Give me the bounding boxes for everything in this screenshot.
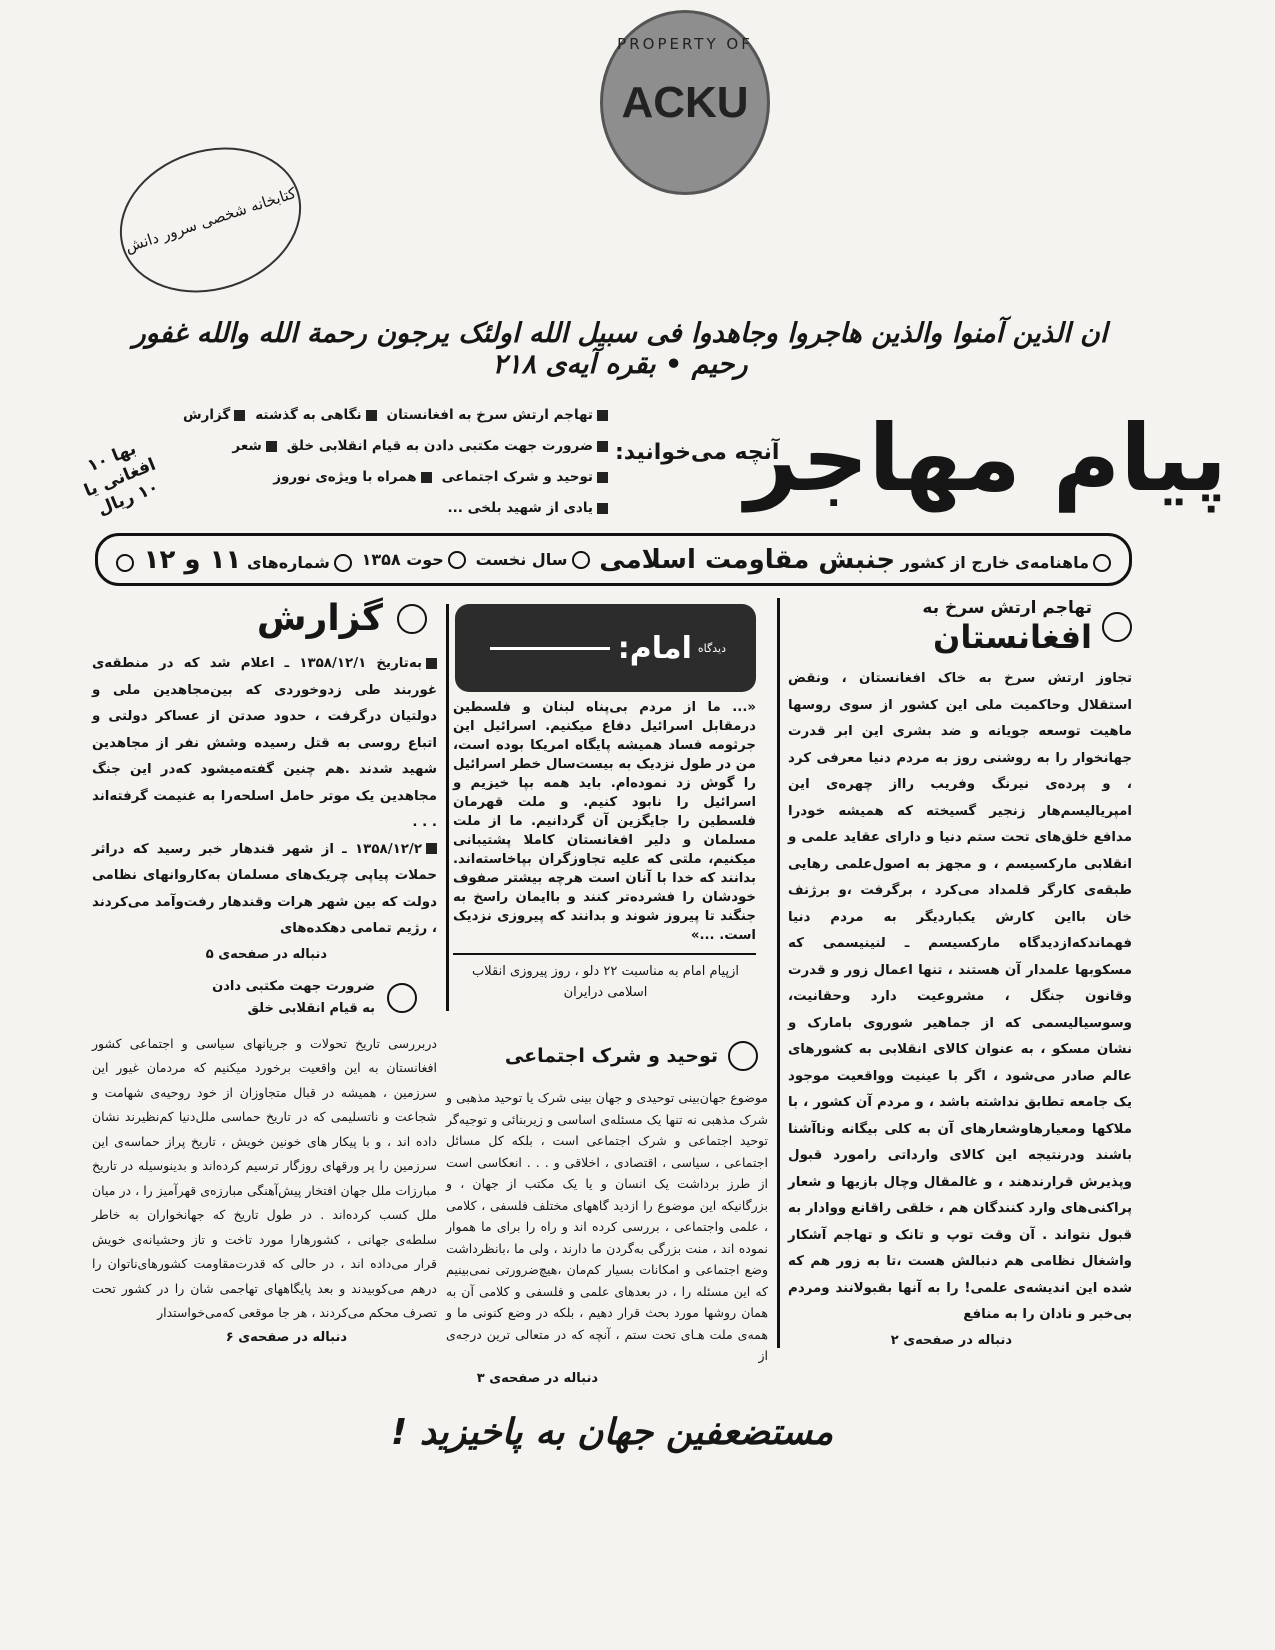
issue-banner: ماهنامه‌ی خارج از کشور جنبش مقاومت اسلامی سال نخست حوت ۱۳۵۸ شماره‌های ۱۱ و ۱۲: [95, 533, 1132, 586]
imam-quote-box: [446, 604, 768, 1011]
table-of-contents: [178, 400, 608, 524]
report-item: ۱۳۵۸/۱۲/۲ ـ از شهر قندهار خبر رسید که دراثر حملات پیاپی چریک‌های مسلمان به‌کاروانهای نظامی دولت که بین شهر هرات وقندهار رفت‌وآمد می‌کردند ، رژیم تمامی دهکده‌های: [92, 841, 437, 936]
bullet-circle-icon: [1102, 612, 1132, 642]
library-stamp: کتابخانه شخصی سرور دانش: [101, 125, 320, 315]
toc-item: توحید و شرک اجتماعی: [441, 469, 593, 485]
quran-verse: ان الذین آمنوا والذین هاجروا وجاهدوا فی سبیل الله اولئک یرجون رحمة الله والله غفور رحیم • بقره آیه‌ی ۲۱۸: [132, 318, 1108, 380]
page-body: [92, 598, 1132, 1453]
left-column: [92, 598, 437, 1345]
footer-slogan: مستضعفین جهان به پاخیزید !: [390, 1411, 834, 1453]
continued-link[interactable]: دنباله در صفحه‌ی ۵: [205, 946, 327, 962]
imam-header: دیدگاه امام:: [455, 604, 756, 692]
bullet-circle-icon: [387, 983, 417, 1013]
article-tawhid: توحید و شرک اجتماعی موضوع جهان‌بینی توحیدی و جهان بینی شرک یا توحید مذهبی و شرک مذهبی نه تنها یک مسئله‌ی اساسی و زیربنائی و توجیه‌گر توحید اجتماعی و شرک اجتماعی است ، بلکه کل مسائل اجتماعی ، سیاسی ، اقتصادی ، اخلاقی و . . . انعکاسی است از طرز برداشت یک انسان و یا یک مکتب از جهان ، و بزرگانیکه این موضوع را ازدید گاههای مختلف فلسفی ، کلامی ، علمی واجتماعی ، بررسی کرده اند و راه را برای ما هموار نموده اند ، منت بزرگی به‌گردن ما دارند ، ولی ما ،بانظرداشت وضع اجتماعی و امکانات بسیار کم‌مان ،هیچ‌ضرورتی نمی‌بینیم که این مسئله را ، در بعدهای علمی و فلسفی و کلامی آن به همان روشها مورد بحث قرار دهیم ، بلکه در وضع کنونی ما و همه‌ی ملت هـای تحت ستم ، آنچه که در متعالی ترین درجه‌ی از دنباله در صفحه‌ی ۳: [446, 1041, 768, 1386]
imam-quote: «... ما از مردم بی‌پناه لبنان و فلسطین درمقابل اسرائیل دفاع میکنیم. اسرائیل این جرثومه فساد همیشه پایگاه امریکا بوده است، من در طول نزدیک به بیست‌سال خطر اسرائیل را گوش زد نموده‌ام. باید همه بپا خیزیم و اسرائیل را نابود کنیم. و ملت قهرمان فلسطین را جایگزین آن گردانیم. ما از ملت مسلمان و دلیر افغانستان کاملا پشتیبانی میکنیم، ملتی که علیه تجاوزگران بپاخاسته‌اند. بدانند که خدا با آنان است هرچه بیشتر صفوف خودشان را فشرده‌تر کنند و باایمان راسخ به جنگند تا پیروز شوند و بدانند که پیروزی نزدیک است. ...»: [453, 700, 756, 943]
continued-link[interactable]: دنباله در صفحه‌ی ۳: [476, 1370, 598, 1386]
toc-item: نگاهی به گذشته: [255, 407, 362, 423]
report-section: گزارش به‌تاریخ ۱۳۵۸/۱۲/۱ ـ اعلام شد که در منطقه‌ی غوربند طی زدوخوردی که بین‌مجاهدین ملی و دولتیان درگرفت ، حدود صدتن از عساکر دولتی و اتباع روسی به قتل رسیده وشش نفر از مجاهدین شهید شدند .هم چنین گفته‌میشود که‌در این جنگ مجاهدین یک موتر حامل اسلحه‌را به غنیمت گرفته‌اند . . . ۱۳۵۸/۱۲/۲ ـ از شهر قندهار خبر رسید که دراثر حملات پیاپی چریک‌های مسلمان به‌کاروانهای نظامی دولت که بین شهر هرات وقندهار رفت‌وآمد می‌کردند ، رژیم تمامی دهکده‌های دنباله در صفحه‌ی ۵: [92, 598, 437, 962]
toc-item: گزارش: [182, 407, 231, 423]
toc-item: همراه با ویژه‌ی نوروز: [273, 469, 417, 485]
toc-item: یادی از شهید بلخی ...: [447, 500, 593, 516]
bullet-circle-icon: [728, 1041, 758, 1071]
divider: [453, 953, 756, 955]
toc-item: تهاجم ارتش سرخ به افغانستان: [386, 407, 593, 423]
article-title: افغانستان: [933, 618, 1092, 656]
columns: [92, 598, 1132, 1386]
divider: [490, 647, 610, 650]
masthead-title: پیام مهاجر: [745, 405, 1227, 512]
quote-source: ازپیام امام به مناسبت ۲۲ دلو ، روز پیروزی انقلاب اسلامی درایران: [472, 964, 739, 1000]
bullet-circle-icon: [397, 604, 427, 634]
price: بها ۱۰ افغانی یا ۱۰ ریال: [81, 438, 162, 520]
continued-link[interactable]: دنباله در صفحه‌ی ۶: [225, 1329, 347, 1345]
article-body: موضوع جهان‌بینی توحیدی و جهان بینی شرک یا توحید مذهبی و شرک مذهبی نه تنها یک مسئله‌ی اساسی و زیربنائی و توجیه‌گر توحید اجتماعی و شرک اجتماعی است ، بلکه کل مسائل اجتماعی ، سیاسی ، اقتصادی ، اخلاقی و . . . انعکاسی است از طرز برداشت یک انسان و یا یک مکتب از جهان ، و بزرگانیکه این موضوع را ازدید گاههای مختلف فلسفی ، کلامی ، علمی واجتماعی ، بررسی کرده اند و راه را برای ما هموار نموده اند ، منت بزرگی به‌گردن ما دارند ، ولی ما ،بانظرداشت وضع اجتماعی و امکانات بسیار کم‌مان ،هیچ‌ضرورتی نمی‌بینیم که این مسئله را ، در بعدهای علمی و فلسفی و کلامی آن به همان روشها مورد بحث قرار دهیم ، بلکه در وضع کنونی ما و همه‌ی ملت هـای تحت ستم ، آنچه که در متعالی ترین درجه‌ی از: [446, 1090, 768, 1363]
toc-label: آنچه می‌خوانید:: [615, 440, 780, 465]
article-invasion: تهاجم ارتش سرخ به افغانستان تجاوز ارتش سرخ به خاک افغانستان ، ونقض استقلال وحاکمیت ملی این کشور از سوی روسها ماهیت توسعه جویانه و ضد بشری این ابر قدرت جهانخوار را به روشنی روز به مردم دنیا معرفی کرد ، و پرده‌ی نیرنگ وفریب رااز چهره‌ی این امپریالیسم‌هار زنجیر گسیخته که همیشه خودرا مدافع خلق‌های تحت ستم دنیا و دارای عقاید علمی و انقلابی مارکسیسم ، و مجهز به اصول‌علمی رهایی طبقه‌ی کارگر قلمداد می‌کرد ، برگرفت ،و برژنف خان بااین کارش یکباردیگر به مردم دنیا فهماندکه‌ازدیدگاه مارکسیسم ـ لنینیسمی که مسکوبها علمدار آن هستند ، تنها اعمال زور و قدرت وقانون جنگل ، مشروعیت دارد وحقانیت، وسوسیالیسمی که از جماهیر شوروی بامارک و نشان مسکو ، به عنوان کالای انقلابی به کشورهای عالم صادر می‌شود ، اگر با عینیت وواقعیت موجود یک جامعه تطابق نداشته باشد ، و مردم آن کشور ، با ملاکها ومعیارهاوشعارهای آن به کلی بیگانه وناآشنا باشند ودرنتیجه این کالای وارداتی رامورد قبول وپذیرش قرارندهند ، و غالمقال وچال بازیها و شعار پراکنی‌های وارد کنندگان هم ، خلقی راقانع ووادار به قبول نتواند . آن وقت توپ و تانک و تهاجم آشکار واشغال نظامی هم دنبالش هست ،تا به زور هم که شده این اندیشه‌ی علمی! را به آنها بقبولانند ومردم بی‌خبر و نادان را به منافع دنباله در صفحه‌ی ۲: [777, 598, 1132, 1348]
article-body: دربررسی تاریخ تحولات و جریانهای سیاسی و اجتماعی کشور افغانستان به این واقعیت برخورد میکنیم که مردمان غیور این سرزمین ، همیشه در قبال متجاوزان از خود روحیه‌ی شهامت و شجاعت و ناتسلیمی که در تاریخ حماسی ملل‌دنیا کم‌نظیرند نشان داده اند ، و با پیکار های خونین خویش ، تاریخ پراز حماسه‌ی این سرزمین را پر ورقهای روزگار ترسیم کرده‌اند و بدینوسیله در تاریخ مبارزات ملل جهان افتخار پیش‌آهنگی مبارزه‌ی قهرآمیز را ، در میان ملل کسب کرده‌اند . در طول تاریخ که جهانخواران به خاطر سلطه‌ی جهانی ، کشورهارا مورد تاخت و تاز وحشیانه‌ی خویش قرار می‌داده اند ، در حالی که قدرت‌مقاومت کشورهای‌ناتوان را درهم می‌کوبیدند و بعد پایگاههای تهاجمی شان را در کشور تحت تصرف محکم می‌کردند ، هر جا موقعی که‌می‌خواستدار: [92, 1035, 437, 1320]
toc-item: شعر: [232, 438, 262, 454]
continued-link[interactable]: دنباله در صفحه‌ی ۲: [890, 1332, 1012, 1348]
toc-item: ضرورت جهت مکتبی دادن به قیام انقلابی خلق: [286, 438, 593, 454]
acku-property-stamp: PROPERTY OF ACKU: [600, 10, 770, 195]
article-necessity: ضرورت جهت مکتبی دادن به قیام انقلابی خلق دربررسی تاریخ تحولات و جریانهای سیاسی و اجتماعی کشور افغانستان به این واقعیت برخورد میکنیم که مردمان غیور این سرزمین ، همیشه در قبال متجاوزان از خود روحیه‌ی شهامت و شجاعت و ناتسلیمی که در تاریخ حماسی ملل‌دنیا کم‌نظیرند نشان داده اند ، و با پیکار های خونین خویش ، تاریخ پراز حماسه‌ی این سرزمین را پر ورقهای روزگار ترسیم کرده‌اند و بدینوسیله در تاریخ مبارزات ملل جهان افتخار پیش‌آهنگی مبارزه‌ی قهرآمیز را ، در میان ملل کسب کرده‌اند . در طول تاریخ که جهانخواران به خاطر سلطه‌ی جهانی ، کشورهارا مورد تاخت و تاز وحشیانه‌ی خویش قرار می‌داده اند ، در حالی که قدرت‌مقاومت کشورهای‌ناتوان را درهم می‌کوبیدند و بعد پایگاههای تهاجمی شان را در کشور تحت تصرف محکم می‌کردند ، هر جا موقعی که‌می‌خواستدار دنباله در صفحه‌ی ۶: [92, 978, 437, 1345]
report-item: به‌تاریخ ۱۳۵۸/۱۲/۱ ـ اعلام شد که در منطقه‌ی غوربند طی زدوخوردی که بین‌مجاهدین ملی و دولتیان درگرفت ، حدود صدتن از عساکر دولتی و اتباع روسی به قتل رسیده وشش نفر از مجاهدین شهید شدند .هم چنین گفته‌میشود که‌در این جنگ مجاهدین یک موتر حامل اسلحه‌را به غنیمت گرفته‌اند . . .: [92, 656, 437, 830]
center-column: [446, 598, 768, 1386]
article-body: تجاوز ارتش سرخ به خاک افغانستان ، ونقض استقلال وحاکمیت ملی این کشور از سوی روسها ماهیت توسعه جویانه و ضد بشری این ابر قدرت جهانخوار را به روشنی روز به مردم دنیا معرفی کرد ، و پرده‌ی نیرنگ وفریب رااز چهره‌ی این امپریالیسم‌هار زنجیر گسیخته که همیشه خودرا مدافع خلق‌های تحت ستم دنیا و دارای عقاید علمی و انقلابی مارکسیسم ، و مجهز به اصول‌علمی رهایی طبقه‌ی کارگر قلمداد می‌کرد ، برگرفت ،و برژنف خان بااین کارش یکباردیگر به مردم دنیا فهماندکه‌ازدیدگاه مارکسیسم ـ لنینیسمی که مسکوبها علمدار آن هستند ، تنها اعمال زور و قدرت وقانون جنگل ، مشروعیت دارد وحقانیت، وسوسیالیسمی که از جماهیر شوروی بامارک و نشان مسکو ، به عنوان کالای انقلابی به کشورهای عالم صادر می‌شود ، اگر با عینیت وواقعیت موجود یک جامعه تطابق نداشته باشد ، و مردم آن کشور ، با ملاکها ومعیارهاوشعارهای آن به کلی بیگانه وناآشنا باشند ودرنتیجه این کالای وارداتی رامورد قبول وپذیرش قرارندهند ، و غالمقال وچال بازیها و شعار پراکنی‌های وارد کنندگان هم ، خلقی راقانع ووادار به قبول نتواند . آن وقت توپ و تانک و تهاجم آشکار واشغال نظامی هم دنبالش هست ،تا به زور هم که شده این اندیشه‌ی علمی! را به آنها بقبولانند ومردم بی‌خبر و نادان را به منافع: [788, 671, 1132, 1322]
